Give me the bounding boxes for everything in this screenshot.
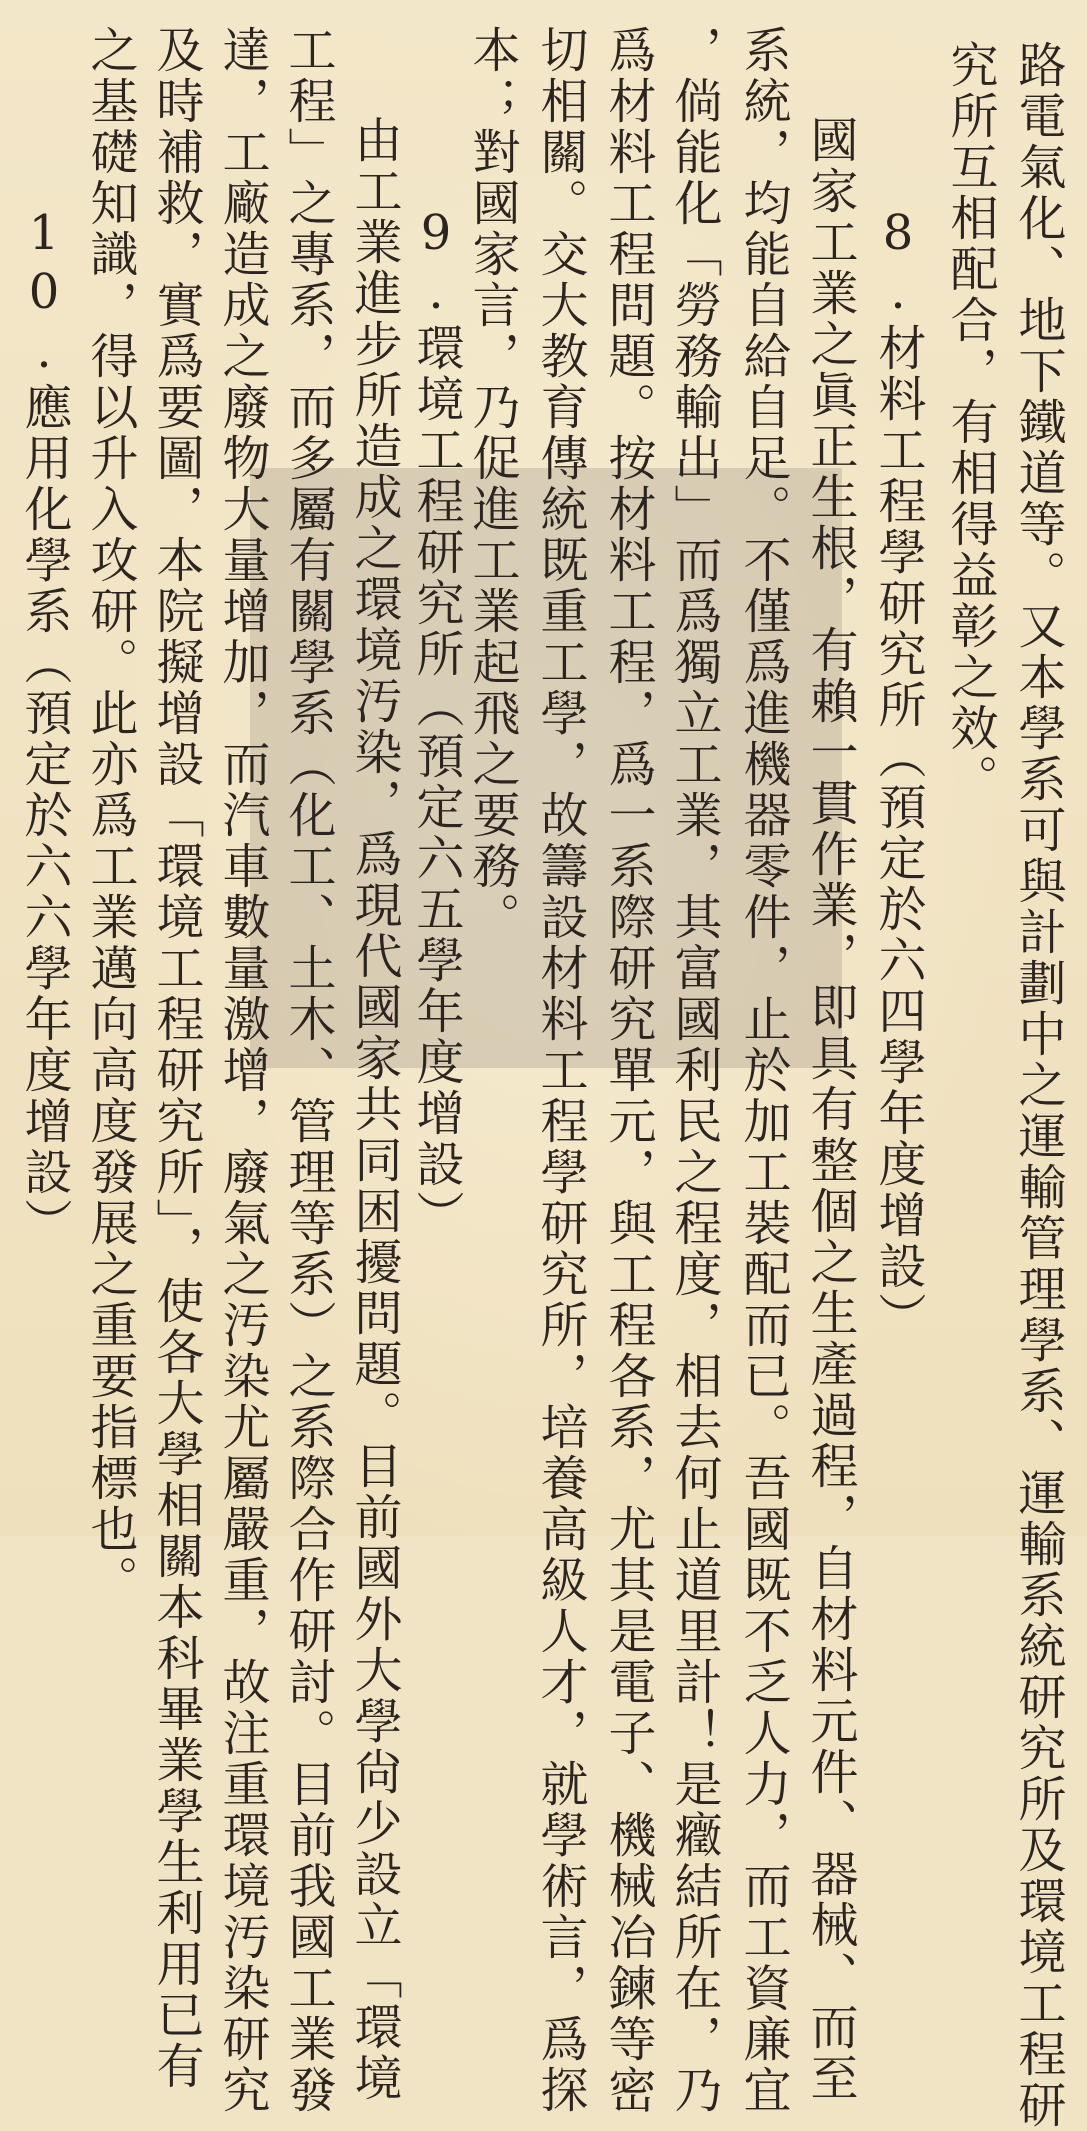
text-line: 爲材料工程問題。按材料工程，爲一系際研究單元，與工程各系，尤其是電子、機械冶鍊等密 — [600, 25, 656, 2116]
section-heading-8: 8.材料工程學研究所（預定於六四學年度增設） — [870, 205, 926, 1343]
text-line: 工程」之專系，而多屬有關學系（化工、土木、管理等系）之系際合作研討。目前我國工業發 — [280, 25, 336, 2116]
text-line: 達，工廠造成之廢物大量增加，而汽車數量激增，廢氣之汚染尤屬嚴重，故注重環境汚染研究 — [214, 25, 270, 2116]
section-heading-10: 10.應用化學系（預定於六六學年度增設） — [16, 205, 72, 1249]
text-line: 系統，均能自給自足。不僅爲進機器零件，止於加工裝配而已。吾國既不乏人力，而工資廉宜 — [735, 25, 791, 2116]
text-line: 國家工業之眞正生根，有賴一貫作業，即具有整個之生產過程，自材料元件、器械、而至 — [802, 115, 858, 2104]
text-line: 究所互相配合，有相得益彰之效。 — [942, 40, 998, 805]
text-line: 由工業進步所造成之環境汚染，爲現代國家共同困擾問題。目前國外大學尙少設立「環境 — [346, 115, 402, 2104]
text-line: 切相關。交大教育傳統既重工學，故籌設材料工程學研究所，培養高級人才，就學術言，爲探 — [532, 25, 588, 2116]
text-line: 及時補救，實爲要圖，本院擬增設「環境工程研究所」，使各大學相關本科畢業學生利用已有 — [148, 25, 204, 2092]
section-heading-9: 9.環境工程研究所（預定六五學年度增設） — [408, 205, 464, 1241]
text-line: 路電氣化、地下鐵道等。又本學系可與計劃中之運輸管理學系、運輸系統研究所及環境工程研 — [1010, 40, 1066, 2131]
text-line: 本；對國家言，乃促進工業起飛之要務。 — [464, 25, 520, 943]
text-line: 之基礎知識，得以升入攻研。此亦爲工業邁向高度發展之重要指標也。 — [82, 25, 138, 1606]
text-line: ，倘能化「勞務輸出」而爲獨立工業，其富國利民之程度，相去何止道里計！是癥結所在，乃 — [666, 25, 722, 2116]
